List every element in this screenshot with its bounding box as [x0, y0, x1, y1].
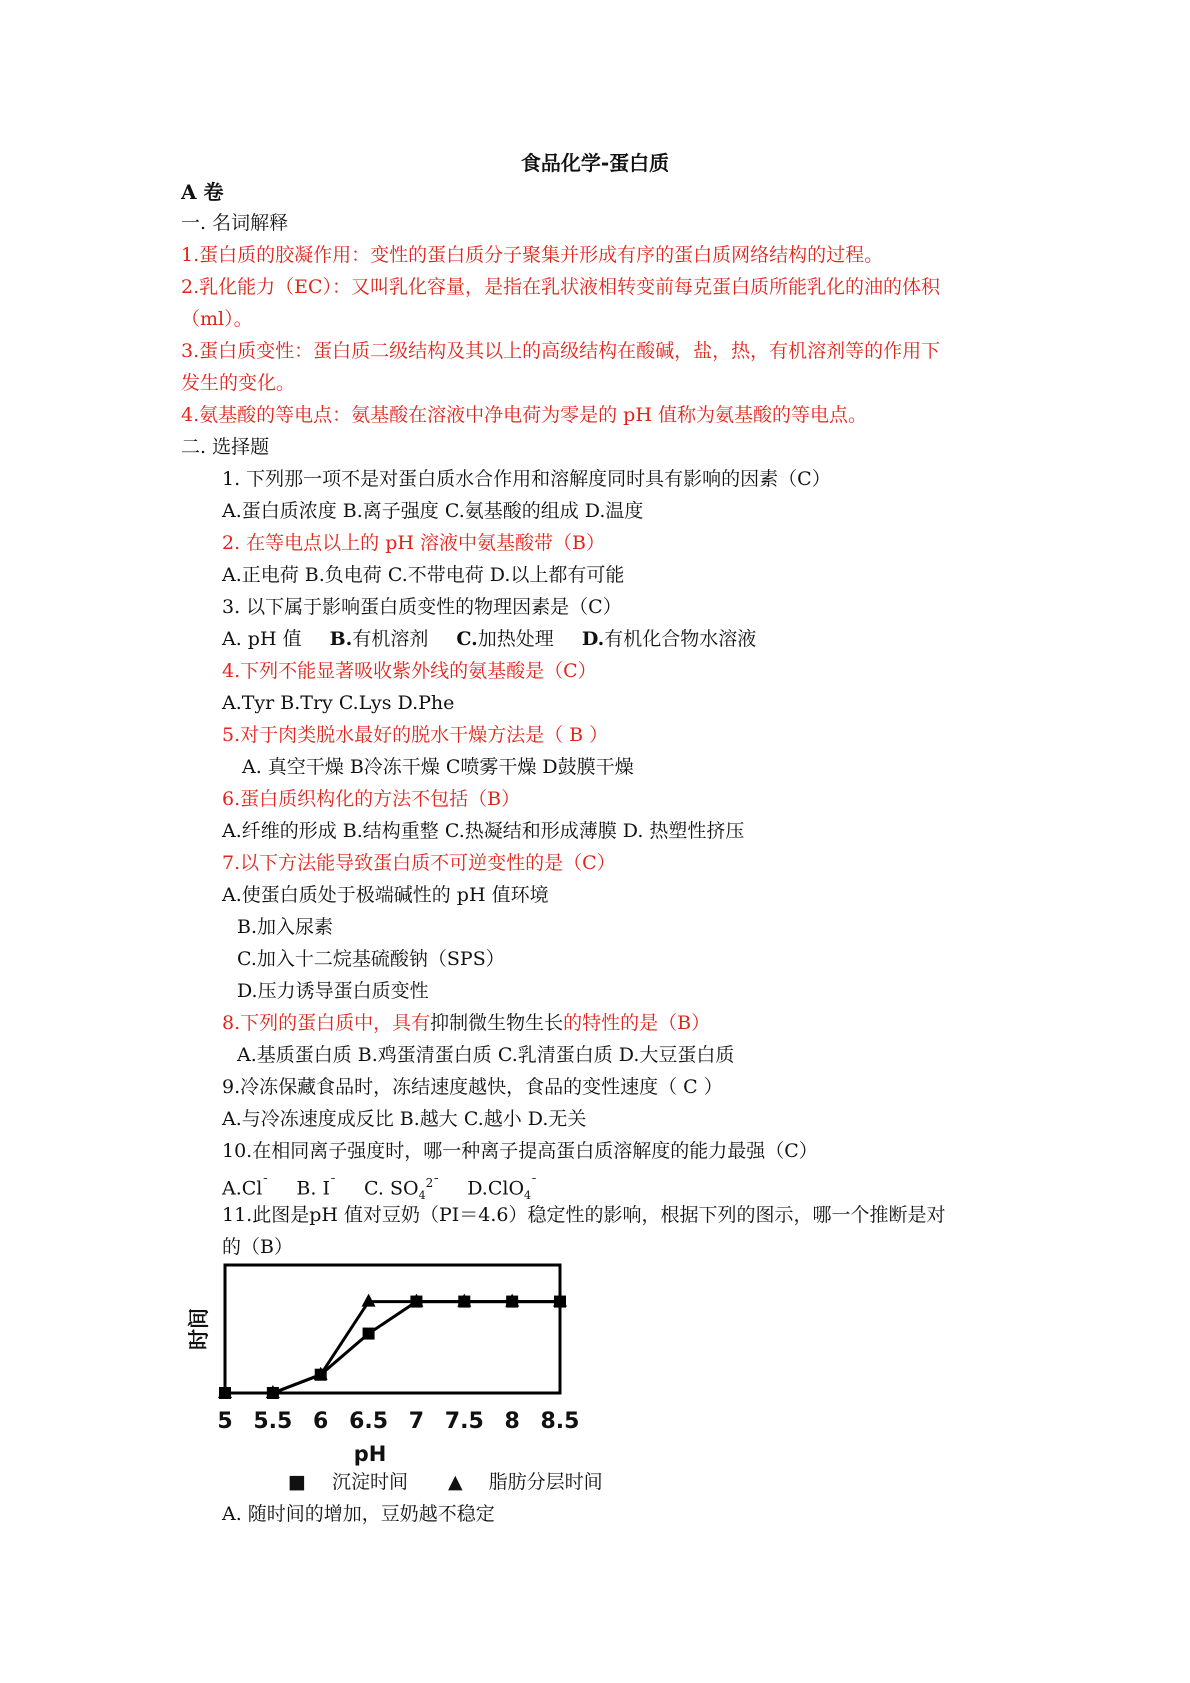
plot-frame	[225, 1265, 560, 1393]
question-11-option-a: A. 随时间的增加，豆奶越不稳定	[222, 1503, 495, 1525]
definition-3-cont: 发生的变化。	[181, 372, 296, 394]
q8-text-mid: 抑制微生物生长	[430, 1012, 564, 1034]
section-a-heading: A 卷	[181, 180, 224, 204]
x-tick-label: 8	[504, 1409, 520, 1434]
x-tick-labels	[217, 1409, 579, 1434]
q10-option-c-sup: 2¯	[425, 1176, 440, 1190]
part1-heading: 一. 名词解释	[181, 212, 289, 234]
x-tick-label: 7	[408, 1409, 425, 1434]
series-line-2	[225, 1302, 560, 1393]
x-axis-label: pH	[353, 1442, 387, 1466]
question-11: 11.此图是pH 值对豆奶（PI＝4.6）稳定性的影响，根据下列的图示，哪一个推断是对	[222, 1204, 946, 1226]
definition-4: 4.氨基酸的等电点：氨基酸在溶液中净电荷为零是的 pH 值称为氨基酸的等电点。	[181, 404, 867, 426]
legend-triangle-icon: ▲	[447, 1471, 463, 1493]
question-7-option-a: A.使蛋白质处于极端碱性的 pH 值环境	[222, 884, 549, 906]
q3-option-c-letter: C.	[456, 628, 478, 650]
q10-option-c: C. SO	[364, 1177, 419, 1200]
q10-option-d: D.ClO	[467, 1177, 525, 1200]
question-2: 2. 在等电点以上的 pH 溶液中氨基酸带（B）	[222, 532, 605, 554]
q10-option-a: A.Cl	[222, 1177, 263, 1200]
part2-heading: 二. 选择题	[181, 436, 270, 458]
definition-1: 1.蛋白质的胶凝作用：变性的蛋白质分子聚集并形成有序的蛋白质网络结构的过程。	[181, 244, 884, 266]
question-6-options: A.纤维的形成 B.结构重整 C.热凝结和形成薄膜 D. 热塑性挤压	[222, 820, 745, 842]
q10-option-d-sup: ¯	[531, 1176, 538, 1190]
q10-option-d-sub: 4	[524, 1189, 532, 1203]
question-11-cont: 的（B）	[222, 1236, 293, 1258]
series-layer	[218, 1294, 567, 1399]
x-tick-label: 5.5	[253, 1409, 293, 1434]
q3-option-a: A. pH 值	[222, 628, 302, 650]
question-1: 1. 下列那一项不是对蛋白质水合作用和溶解度同时具有影响的因素（C）	[222, 468, 831, 490]
q8-text-post: 的特性的是（B）	[563, 1012, 711, 1034]
q10-option-a-sup: ¯	[262, 1176, 269, 1190]
x-tick-label: 5	[217, 1409, 233, 1434]
x-tick-label: 7.5	[444, 1409, 484, 1434]
q3-option-d: 有机化合物水溶液	[604, 628, 757, 650]
question-5-options: A. 真空干燥 B冷冻干燥 C喷雾干燥 D鼓膜干燥	[242, 756, 634, 778]
question-6: 6.蛋白质织构化的方法不包括（B）	[222, 788, 521, 810]
question-7-option-c: C.加入十二烷基硫酸钠（SPS）	[237, 948, 505, 970]
x-tick-label: 6.5	[349, 1409, 389, 1434]
q8-text-pre: 8.下列的蛋白质中，具有	[222, 1012, 431, 1034]
legend-series-1: 沉淀时间	[331, 1471, 408, 1493]
question-4-options: A.Tyr B.Try C.Lys D.Phe	[222, 692, 455, 714]
question-4: 4.下列不能显著吸收紫外线的氨基酸是（C）	[222, 660, 597, 682]
q10-option-b-sup: ¯	[329, 1176, 336, 1190]
question-7-option-d: D.压力诱导蛋白质变性	[237, 980, 429, 1002]
chart-legend	[288, 1470, 603, 1494]
q3-option-d-letter: D.	[581, 628, 605, 650]
question-10: 10.在相同离子强度时，哪一种离子提高蛋白质溶解度的能力最强（C）	[222, 1140, 818, 1162]
q3-option-b: 有机溶剂	[352, 628, 429, 650]
question-7: 7.以下方法能导致蛋白质不可逆变性的是（C）	[222, 852, 616, 874]
question-3: 3. 以下属于影响蛋白质变性的物理因素是（C）	[222, 596, 622, 618]
page-title: 食品化学-蛋白质	[520, 151, 670, 175]
square-marker-4	[363, 1328, 375, 1340]
triangle-marker-4	[362, 1294, 376, 1307]
x-tick-label: 6	[313, 1409, 329, 1434]
question-5: 5.对于肉类脱水最好的脱水干燥方法是（ B ）	[222, 724, 609, 746]
q3-option-c: 加热处理	[477, 628, 554, 650]
legend-series-2: 脂肪分层时间	[488, 1471, 603, 1493]
question-2-options: A.正电荷 B.负电荷 C.不带电荷 D.以上都有可能	[222, 564, 625, 586]
q10-option-c-sub: 4	[418, 1189, 426, 1203]
question-8-options: A.基质蛋白质 B.鸡蛋清蛋白质 C.乳清蛋白质 D.大豆蛋白质	[237, 1044, 735, 1066]
legend-square-icon: ■	[288, 1471, 306, 1493]
question-3-options	[222, 627, 756, 651]
definition-3: 3.蛋白质变性：蛋白质二级结构及其以上的高级结构在酸碱，盐，热，有机溶剂等的作用下	[181, 340, 941, 362]
question-9: 9.冷冻保藏食品时，冻结速度越快，食品的变性速度（ C ）	[222, 1076, 723, 1098]
question-7-option-b: B.加入尿素	[237, 916, 334, 938]
y-axis-label: 时间	[187, 1308, 211, 1350]
question-1-options: A.蛋白质浓度 B.离子强度 C.氨基酸的组成 D.温度	[222, 500, 644, 522]
definition-2-cont: （ml）。	[181, 308, 253, 330]
question-8	[222, 1011, 710, 1035]
x-tick-label: 8.5	[540, 1409, 580, 1434]
ph-stability-chart	[170, 1175, 670, 1475]
definition-2: 2.乳化能力（EC）：又叫乳化容量，是指在乳状液相转变前每克蛋白质所能乳化的油的体积	[181, 276, 941, 298]
q3-option-b-letter: B.	[329, 628, 353, 650]
q10-option-b: B. I	[296, 1177, 330, 1200]
question-9-options: A.与冷冻速度成反比 B.越大 C.越小 D.无关	[222, 1108, 587, 1130]
series-line-1	[225, 1302, 560, 1393]
